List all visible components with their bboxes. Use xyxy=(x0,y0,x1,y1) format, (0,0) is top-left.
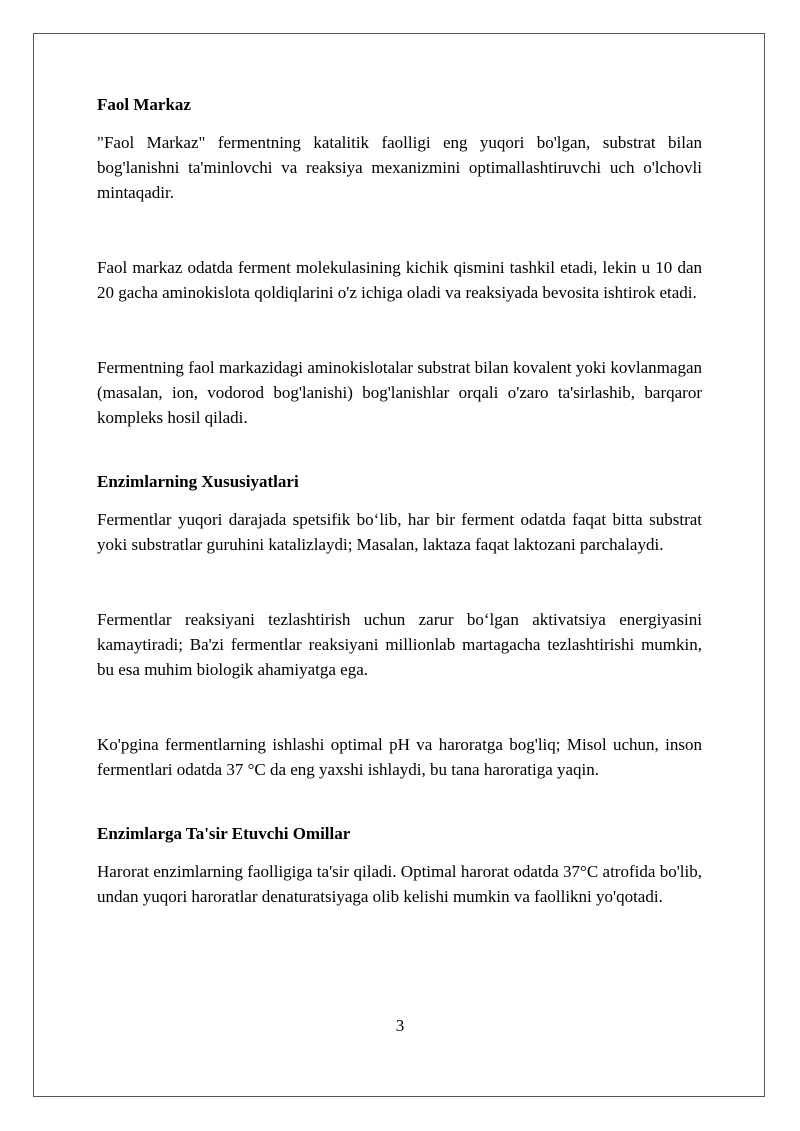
paragraph: "Faol Markaz" fermentning katalitik faolligi eng yuqori bo'lgan, substrat bilan bog'lanishni ta'minlovchi va reaksiya mexanizmini optimallashtiruvchi uch o'lchovli mintaqadir. xyxy=(97,133,702,202)
paragraph: Faol markaz odatda ferment molekulasining kichik qismini tashkil etadi, lekin u 10 dan 20 gacha aminokislota qoldiqlarini o'z ichiga oladi va reaksiyada bevosita ishtirok etadi. xyxy=(97,258,702,302)
section-enzimlarga-tasir-etuvchi-omillar xyxy=(97,822,702,909)
paragraph: Fermentlar reaksiyani tezlashtirish uchun zarur bo‘lgan aktivatsiya energiyasini kamaytiradi; Ba'zi fermentlar reaksiyani millionlab martagacha tezlashtirishi mumkin, bu esa muhim biologik ahamiyatga ega. xyxy=(97,610,702,679)
section-faol-markaz xyxy=(97,93,702,430)
page-content xyxy=(97,93,702,909)
paragraph: Fermentning faol markazidagi aminokislotalar substrat bilan kovalent yoki kovlanmagan (masalan, ion, vodorod bog'lanishi) bog'lanishlar orqali o'zaro ta'sirlashib, barqaror kompleks hosil qiladi. xyxy=(97,358,702,427)
section-heading: Enzimlarning Xususiyatlari xyxy=(97,472,299,491)
page-number: 3 xyxy=(395,1016,405,1035)
section-heading: Faol Markaz xyxy=(97,95,191,114)
section-enzimlarning-xususiyatlari xyxy=(97,470,702,782)
paragraph: Fermentlar yuqori darajada spetsifik bo‘lib, har bir ferment odatda faqat bitta substrat yoki substratlar guruhini katalizlaydi; Masalan, laktaza faqat laktozani parchalaydi. xyxy=(97,510,702,554)
paragraph: Harorat enzimlarning faolligiga ta'sir qiladi. Optimal harorat odatda 37°C atrofida bo'lib, undan yuqori haroratlar denaturatsiyaga olib kelishi mumkin va faollikni yo'qotadi. xyxy=(97,862,702,906)
paragraph: Ko'pgina fermentlarning ishlashi optimal pH va haroratga bog'liq; Misol uchun, inson fermentlari odatda 37 °C da eng yaxshi ishlaydi, bu tana haroratiga yaqin. xyxy=(97,735,702,779)
section-heading: Enzimlarga Ta'sir Etuvchi Omillar xyxy=(97,824,351,843)
